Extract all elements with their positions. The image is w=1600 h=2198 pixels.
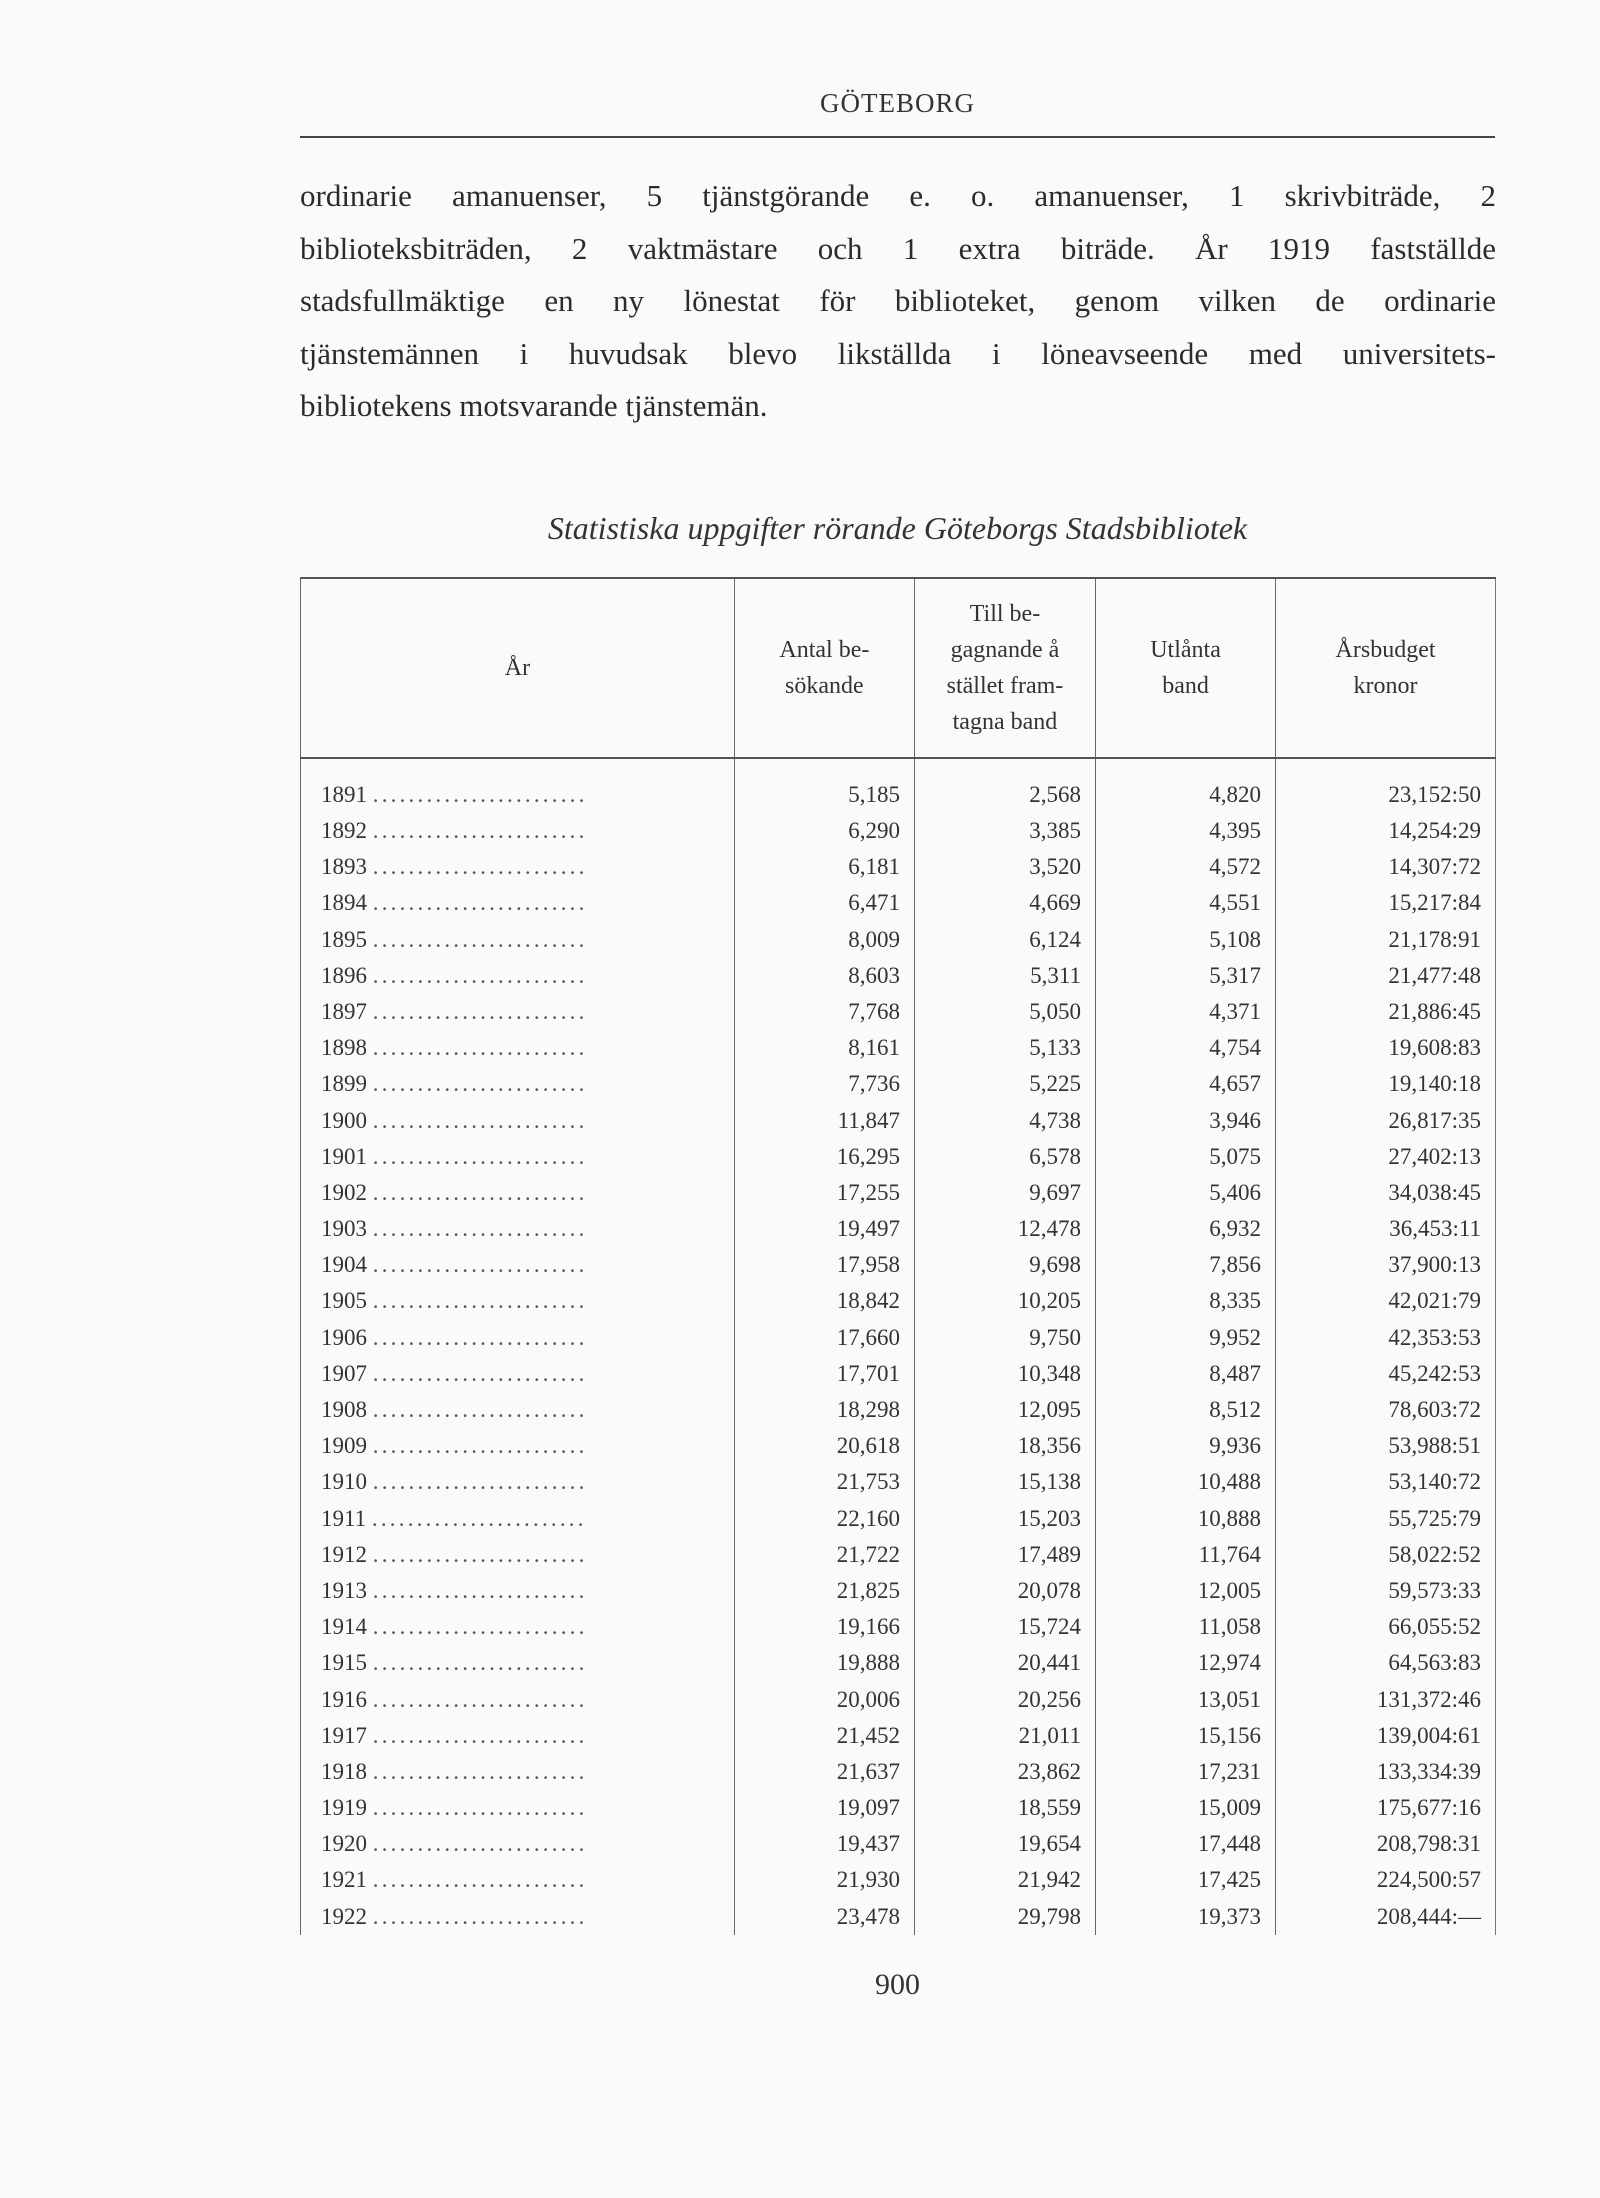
year-label: 1922 (321, 1903, 367, 1929)
table-row (300, 1718, 1496, 1754)
year-cell (300, 1320, 735, 1356)
year-cell (300, 1537, 735, 1573)
used-on-site-cell: 5,133 (915, 1030, 1096, 1066)
loaned-cell: 12,974 (1096, 1645, 1276, 1681)
header-budget (1276, 579, 1496, 757)
leader-dots: ........................ (372, 1795, 588, 1821)
leader-dots: ........................ (372, 1577, 588, 1603)
loaned-cell: 15,156 (1096, 1718, 1276, 1754)
loaned-cell: 13,051 (1096, 1682, 1276, 1718)
header-used-on-site (915, 579, 1096, 757)
year-label: 1898 (321, 1035, 367, 1061)
year-label: 1891 (321, 782, 367, 807)
year-cell (300, 849, 735, 885)
budget-cell: 175,677:16 (1276, 1790, 1496, 1826)
header-rule (300, 136, 1495, 138)
budget-cell: 21,886:45 (1276, 994, 1496, 1030)
visitors-cell: 21,825 (735, 1573, 915, 1609)
budget-cell: 53,140:72 (1276, 1464, 1496, 1500)
loaned-cell: 4,371 (1096, 994, 1276, 1030)
loaned-cell: 17,448 (1096, 1826, 1276, 1862)
year-label: 1894 (321, 890, 367, 916)
loaned-cell: 3,946 (1096, 1103, 1276, 1139)
loaned-cell: 15,009 (1096, 1790, 1276, 1826)
loaned-cell: 6,932 (1096, 1211, 1276, 1247)
loaned-cell: 9,936 (1096, 1428, 1276, 1464)
table-body (300, 759, 1496, 1935)
year-cell (300, 1103, 735, 1139)
header-line: tagna band (952, 709, 1058, 735)
year-cell (300, 1030, 735, 1066)
leader-dots: ........................ (372, 926, 588, 952)
used-on-site-cell: 9,697 (915, 1175, 1096, 1211)
year-cell (300, 1175, 735, 1211)
table-row (300, 1175, 1496, 1211)
loaned-cell: 10,488 (1096, 1464, 1276, 1500)
table-row (300, 1609, 1496, 1645)
table-row (300, 1428, 1496, 1464)
year-cell (300, 1718, 735, 1754)
visitors-cell: 18,842 (735, 1283, 915, 1319)
body-paragraph (300, 170, 1496, 433)
visitors-cell: 21,637 (735, 1754, 915, 1790)
year-cell (300, 1573, 735, 1609)
used-on-site-cell: 15,203 (915, 1501, 1096, 1537)
header-line: kronor (1353, 673, 1418, 699)
header-line: Antal be- (779, 637, 870, 663)
used-on-site-cell: 9,750 (915, 1320, 1096, 1356)
budget-cell: 55,725:79 (1276, 1501, 1496, 1537)
visitors-cell: 6,181 (735, 849, 915, 885)
budget-cell: 37,900:13 (1276, 1247, 1496, 1283)
used-on-site-cell: 21,942 (915, 1862, 1096, 1898)
visitors-cell: 21,722 (735, 1537, 915, 1573)
visitors-cell: 6,471 (735, 885, 915, 921)
header-visitors (735, 579, 915, 757)
budget-cell: 78,603:72 (1276, 1392, 1496, 1428)
visitors-cell: 21,452 (735, 1718, 915, 1754)
leader-dots: ........................ (372, 1216, 588, 1242)
year-label: 1904 (321, 1252, 367, 1278)
year-label: 1902 (321, 1179, 367, 1205)
leader-dots: ........................ (372, 1397, 588, 1422)
leader-dots: ........................ (372, 1686, 588, 1712)
visitors-cell: 7,736 (735, 1066, 915, 1102)
year-label: 1919 (321, 1795, 367, 1821)
visitors-cell: 19,497 (735, 1211, 915, 1247)
visitors-cell: 20,006 (735, 1682, 915, 1718)
year-cell (300, 1247, 735, 1283)
leader-dots: ........................ (372, 962, 588, 988)
year-label: 1910 (321, 1469, 367, 1495)
visitors-cell: 17,701 (735, 1356, 915, 1392)
budget-cell: 45,242:53 (1276, 1356, 1496, 1392)
year-cell (300, 1211, 735, 1247)
table-header (300, 579, 1496, 757)
budget-cell: 42,353:53 (1276, 1320, 1496, 1356)
budget-cell: 23,152:50 (1276, 759, 1496, 813)
leader-dots: ........................ (372, 1179, 588, 1205)
used-on-site-cell: 21,011 (915, 1718, 1096, 1754)
year-label: 1906 (321, 1324, 367, 1350)
loaned-cell: 4,657 (1096, 1066, 1276, 1102)
year-cell (300, 1392, 735, 1428)
year-cell (300, 1645, 735, 1681)
used-on-site-cell: 15,138 (915, 1464, 1096, 1500)
year-label: 1900 (321, 1107, 367, 1133)
year-label: 1915 (321, 1650, 367, 1676)
used-on-site-cell: 5,225 (915, 1066, 1096, 1102)
year-cell (300, 1609, 735, 1645)
budget-cell: 36,453:11 (1276, 1211, 1496, 1247)
leader-dots: ........................ (372, 1903, 588, 1929)
loaned-cell: 11,058 (1096, 1609, 1276, 1645)
year-label: 1916 (321, 1686, 367, 1712)
year-label: 1892 (321, 818, 367, 843)
budget-cell: 64,563:83 (1276, 1645, 1496, 1681)
table-row (300, 1754, 1496, 1790)
used-on-site-cell: 6,578 (915, 1139, 1096, 1175)
leader-dots: ........................ (372, 782, 588, 807)
loaned-cell: 4,551 (1096, 885, 1276, 921)
loaned-cell: 4,395 (1096, 813, 1276, 849)
loaned-cell: 4,572 (1096, 849, 1276, 885)
used-on-site-cell: 9,698 (915, 1247, 1096, 1283)
body-line: tjänstemännen i huvudsak blevo likställda i löneavseende med universitets- (300, 335, 1496, 371)
table-row (300, 1211, 1496, 1247)
budget-cell: 66,055:52 (1276, 1609, 1496, 1645)
leader-dots: ........................ (372, 1758, 588, 1784)
visitors-cell: 23,478 (735, 1899, 915, 1935)
year-cell (300, 922, 735, 958)
year-label: 1912 (321, 1541, 367, 1567)
year-label: 1901 (321, 1143, 367, 1169)
year-cell (300, 1790, 735, 1826)
leader-dots: ........................ (372, 1143, 588, 1169)
loaned-cell: 5,406 (1096, 1175, 1276, 1211)
loaned-cell: 11,764 (1096, 1537, 1276, 1573)
budget-cell: 34,038:45 (1276, 1175, 1496, 1211)
visitors-cell: 18,298 (735, 1392, 915, 1428)
body-line: biblioteksbiträden, 2 vaktmästare och 1 extra biträde. År 1919 fastställde (300, 230, 1496, 266)
year-cell (300, 1754, 735, 1790)
table-row (300, 1392, 1496, 1428)
table-row (300, 885, 1496, 921)
table-row (300, 1862, 1496, 1898)
table-row (300, 813, 1496, 849)
budget-cell: 15,217:84 (1276, 885, 1496, 921)
used-on-site-cell: 10,205 (915, 1283, 1096, 1319)
year-label: 1897 (321, 998, 367, 1024)
table-row (300, 759, 1496, 813)
header-line: gagnande å (950, 637, 1060, 663)
used-on-site-cell: 12,478 (915, 1211, 1096, 1247)
year-cell (300, 813, 735, 849)
loaned-cell: 8,512 (1096, 1392, 1276, 1428)
visitors-cell: 8,009 (735, 922, 915, 958)
visitors-cell: 16,295 (735, 1139, 915, 1175)
budget-cell: 53,988:51 (1276, 1428, 1496, 1464)
table-row (300, 1030, 1496, 1066)
budget-cell: 42,021:79 (1276, 1283, 1496, 1319)
budget-cell: 27,402:13 (1276, 1139, 1496, 1175)
used-on-site-cell: 5,050 (915, 994, 1096, 1030)
header-line: band (1162, 673, 1209, 699)
used-on-site-cell: 12,095 (915, 1392, 1096, 1428)
loaned-cell: 5,108 (1096, 922, 1276, 958)
loaned-cell: 4,754 (1096, 1030, 1276, 1066)
table-row (300, 1682, 1496, 1718)
loaned-cell: 5,075 (1096, 1139, 1276, 1175)
running-head: GÖTEBORG (820, 88, 975, 118)
year-label: 1911 (321, 1505, 367, 1531)
table-row (300, 922, 1496, 958)
leader-dots: ........................ (372, 1035, 588, 1061)
table-row (300, 1645, 1496, 1681)
leader-dots: ........................ (372, 1541, 588, 1567)
used-on-site-cell: 18,559 (915, 1790, 1096, 1826)
year-cell (300, 1139, 735, 1175)
year-cell (300, 1464, 735, 1500)
budget-cell: 21,477:48 (1276, 958, 1496, 994)
visitors-cell: 7,768 (735, 994, 915, 1030)
budget-cell: 133,334:39 (1276, 1754, 1496, 1790)
used-on-site-cell: 20,256 (915, 1682, 1096, 1718)
year-label: 1893 (321, 854, 367, 880)
year-cell (300, 1501, 735, 1537)
statistics-table (300, 577, 1496, 1935)
budget-cell: 21,178:91 (1276, 922, 1496, 958)
used-on-site-cell: 4,669 (915, 885, 1096, 921)
year-label: 1905 (321, 1288, 367, 1314)
leader-dots: ........................ (372, 1614, 588, 1640)
budget-cell: 26,817:35 (1276, 1103, 1496, 1139)
leader-dots: ........................ (372, 818, 588, 843)
visitors-cell: 19,888 (735, 1645, 915, 1681)
table-row (300, 1537, 1496, 1573)
header-line: Till be- (969, 601, 1041, 627)
page-number: 900 (875, 1968, 920, 2001)
loaned-cell: 7,856 (1096, 1247, 1276, 1283)
visitors-cell: 11,847 (735, 1103, 915, 1139)
used-on-site-cell: 5,311 (915, 958, 1096, 994)
used-on-site-cell: 19,654 (915, 1826, 1096, 1862)
visitors-cell: 8,161 (735, 1030, 915, 1066)
table-row (300, 1139, 1496, 1175)
year-cell (300, 1066, 735, 1102)
leader-dots: ........................ (371, 1505, 587, 1531)
loaned-cell: 12,005 (1096, 1573, 1276, 1609)
year-cell (300, 1682, 735, 1718)
budget-cell: 224,500:57 (1276, 1862, 1496, 1898)
leader-dots: ........................ (372, 1722, 588, 1748)
table-row (300, 1501, 1496, 1537)
leader-dots: ........................ (372, 1252, 588, 1278)
table-row (300, 1826, 1496, 1862)
year-cell (300, 994, 735, 1030)
used-on-site-cell: 2,568 (915, 759, 1096, 813)
budget-cell: 19,140:18 (1276, 1066, 1496, 1102)
leader-dots: ........................ (372, 1469, 588, 1495)
used-on-site-cell: 29,798 (915, 1899, 1096, 1935)
leader-dots: ........................ (372, 1288, 588, 1314)
year-label: 1918 (321, 1758, 367, 1784)
year-label: 1908 (321, 1397, 367, 1422)
used-on-site-cell: 17,489 (915, 1537, 1096, 1573)
budget-cell: 14,254:29 (1276, 813, 1496, 849)
leader-dots: ........................ (372, 1433, 588, 1459)
budget-cell: 131,372:46 (1276, 1682, 1496, 1718)
leader-dots: ........................ (372, 854, 588, 880)
used-on-site-cell: 3,520 (915, 849, 1096, 885)
used-on-site-cell: 3,385 (915, 813, 1096, 849)
leader-dots: ........................ (372, 1650, 588, 1676)
year-label: 1895 (321, 926, 367, 952)
budget-cell: 59,573:33 (1276, 1573, 1496, 1609)
body-line: ordinarie amanuenser, 5 tjänstgörande e. o. amanuenser, 1 skrivbiträde, 2 (300, 178, 1496, 213)
table-row (300, 1066, 1496, 1102)
year-cell (300, 1826, 735, 1862)
visitors-cell: 5,185 (735, 759, 915, 813)
year-label: 1903 (321, 1216, 367, 1242)
header-line: Årsbudget (1335, 637, 1436, 663)
leader-dots: ........................ (372, 1324, 588, 1350)
header-line: År (504, 655, 531, 681)
year-cell (300, 1428, 735, 1464)
header-loaned (1096, 579, 1276, 757)
visitors-cell: 21,930 (735, 1862, 915, 1898)
table-row (300, 994, 1496, 1030)
year-label: 1899 (321, 1071, 367, 1097)
used-on-site-cell: 4,738 (915, 1103, 1096, 1139)
header-line: stället fram- (946, 673, 1064, 699)
table-row (300, 1103, 1496, 1139)
leader-dots: ........................ (372, 1360, 588, 1386)
visitors-cell: 19,097 (735, 1790, 915, 1826)
header-line: Utlånta (1150, 637, 1221, 663)
leader-dots: ........................ (372, 1071, 588, 1097)
year-label: 1914 (321, 1614, 367, 1640)
visitors-cell: 6,290 (735, 813, 915, 849)
used-on-site-cell: 20,441 (915, 1645, 1096, 1681)
loaned-cell: 5,317 (1096, 958, 1276, 994)
budget-cell: 139,004:61 (1276, 1718, 1496, 1754)
table-row (300, 849, 1496, 885)
used-on-site-cell: 20,078 (915, 1573, 1096, 1609)
body-line: bibliotekens motsvarande tjänstemän. (300, 388, 768, 423)
visitors-cell: 17,255 (735, 1175, 915, 1211)
table-row (300, 1356, 1496, 1392)
used-on-site-cell: 10,348 (915, 1356, 1096, 1392)
visitors-cell: 20,618 (735, 1428, 915, 1464)
budget-cell: 208,444:— (1276, 1899, 1496, 1935)
year-label: 1921 (321, 1867, 367, 1893)
visitors-cell: 17,958 (735, 1247, 915, 1283)
year-cell (300, 958, 735, 994)
leader-dots: ........................ (372, 890, 588, 916)
budget-cell: 19,608:83 (1276, 1030, 1496, 1066)
table-row (300, 1283, 1496, 1319)
loaned-cell: 10,888 (1096, 1501, 1276, 1537)
table-title: Statistiska uppgifter rörande Göteborgs Stadsbibliotek (547, 510, 1248, 546)
table-row (300, 1573, 1496, 1609)
table-row (300, 1464, 1496, 1500)
visitors-cell: 21,753 (735, 1464, 915, 1500)
table-row (300, 1790, 1496, 1826)
loaned-cell: 8,487 (1096, 1356, 1276, 1392)
visitors-cell: 8,603 (735, 958, 915, 994)
loaned-cell: 17,425 (1096, 1862, 1276, 1898)
leader-dots: ........................ (372, 998, 588, 1024)
used-on-site-cell: 23,862 (915, 1754, 1096, 1790)
year-label: 1917 (321, 1722, 367, 1748)
used-on-site-cell: 15,724 (915, 1609, 1096, 1645)
leader-dots: ........................ (372, 1107, 588, 1133)
leader-dots: ........................ (372, 1867, 588, 1893)
header-year (300, 579, 735, 757)
loaned-cell: 19,373 (1096, 1899, 1276, 1935)
table-row (300, 1247, 1496, 1283)
budget-cell: 208,798:31 (1276, 1826, 1496, 1862)
visitors-cell: 19,166 (735, 1609, 915, 1645)
visitors-cell: 19,437 (735, 1826, 915, 1862)
loaned-cell: 17,231 (1096, 1754, 1276, 1790)
year-cell (300, 1862, 735, 1898)
loaned-cell: 9,952 (1096, 1320, 1276, 1356)
used-on-site-cell: 18,356 (915, 1428, 1096, 1464)
loaned-cell: 4,820 (1096, 759, 1276, 813)
table-row (300, 1320, 1496, 1356)
body-line: stadsfullmäktige en ny lönestat för biblioteket, genom vilken de ordinarie (300, 283, 1496, 318)
year-cell (300, 1899, 735, 1935)
budget-cell: 58,022:52 (1276, 1537, 1496, 1573)
loaned-cell: 8,335 (1096, 1283, 1276, 1319)
leader-dots: ........................ (372, 1831, 588, 1857)
year-label: 1920 (321, 1831, 367, 1857)
table-row (300, 1899, 1496, 1935)
visitors-cell: 22,160 (735, 1501, 915, 1537)
year-cell (300, 1283, 735, 1319)
year-label: 1909 (321, 1433, 367, 1459)
header-line: sökande (785, 673, 864, 699)
year-cell (300, 885, 735, 921)
table-row (300, 958, 1496, 994)
year-cell (300, 759, 735, 813)
year-label: 1907 (321, 1360, 367, 1386)
used-on-site-cell: 6,124 (915, 922, 1096, 958)
budget-cell: 14,307:72 (1276, 849, 1496, 885)
year-label: 1913 (321, 1577, 367, 1603)
visitors-cell: 17,660 (735, 1320, 915, 1356)
year-label: 1896 (321, 962, 367, 988)
year-cell (300, 1356, 735, 1392)
